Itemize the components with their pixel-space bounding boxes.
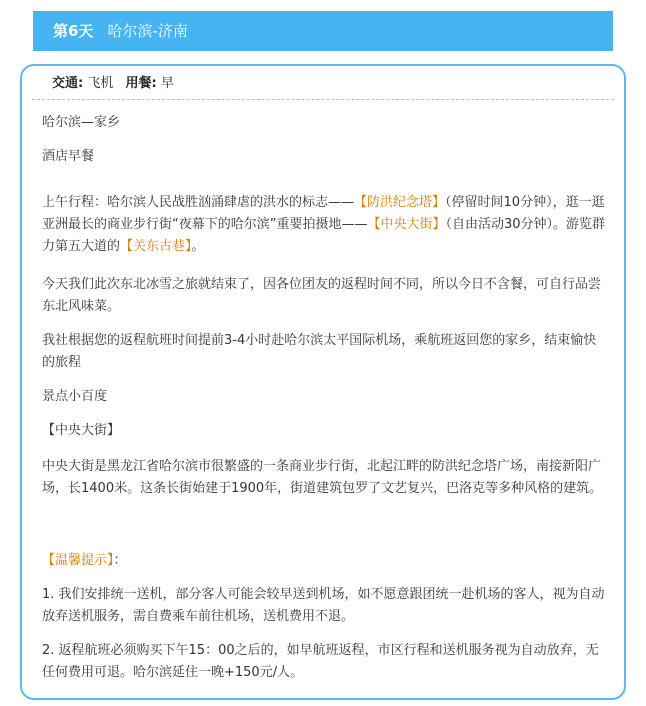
tips-colon: ： (113, 553, 127, 568)
meal-value: 早 (160, 76, 174, 91)
airport-transfer-text: 我社根据您的返程航班时间提前3-4小时赴哈尔滨太平国际机场，乘航班返回您的家乡，结束愉快的旅程 (42, 333, 597, 370)
morning-text-3: （自由活动30分钟）。游览群力第五大道的 (42, 217, 606, 254)
tips-title: 【温馨提示】 (42, 553, 114, 568)
hotel-breakfast: 酒店早餐 (42, 149, 95, 164)
transport-label: 交通: (52, 76, 84, 91)
farewell-text: 今天我们此次东北冰雪之旅就结束了，因各位团友的返程时间不同，所以今日不含餐，可自行品尝东北风味菜。 (42, 277, 602, 314)
morning-text-4: 。 (191, 239, 205, 254)
morning-text-1: 上午行程：哈尔滨人民战胜汹涌肆虐的洪水的标志—— (42, 195, 355, 210)
meal-label: 用餐: (125, 76, 157, 91)
tip-item-1: 1. 我们安排统一送机，部分客人可能会较早送到机场，如不愿意跟团统一赴机场的客人，视为自动放弃送机服务，需自费乘车前往机场，送机费用不退。 (42, 587, 605, 624)
spot-central-street: 【中央大街】 (367, 217, 446, 232)
spot-flood-tower: 【防洪纪念塔】 (354, 195, 446, 210)
transport-value: 飞机 (87, 76, 114, 91)
encyclopedia-title: 景点小百度 (42, 389, 108, 404)
encyclopedia-spot-name: 【中央大街】 (42, 423, 121, 438)
route-line: 哈尔滨—家乡 (42, 115, 121, 130)
spot-guandong-lane: 【关东古巷】 (120, 239, 192, 254)
itinerary-panel (20, 64, 626, 700)
tips-heading (42, 550, 609, 572)
tip-item-2: 2. 返程航班必须购买下午15：00之后的，如早航班返程，市区行程和送机服务视为自动放弃，无任何费用可退。哈尔滨延住一晚+150元/人。 (42, 643, 599, 680)
morning-schedule (42, 192, 609, 258)
meta-row (32, 72, 614, 100)
day-number: 第6天 (53, 22, 94, 40)
morning-text-2: （停留时间10分钟），逛一逛亚洲最长的商业步行街“夜幕下的哈尔滨”重要拍摄地—— (42, 195, 605, 232)
day-route: 哈尔滨-济南 (107, 22, 188, 40)
encyclopedia-spot-desc: 中央大街是黑龙江省哈尔滨市很繁盛的一条商业步行街，北起江畔的防洪纪念塔广场，南接新阳广场，长1400米。这条长街始建于1900年，街道建筑包罗了文艺复兴，巴洛克等多种风格的建筑。 (42, 459, 603, 496)
day-header (33, 11, 613, 51)
